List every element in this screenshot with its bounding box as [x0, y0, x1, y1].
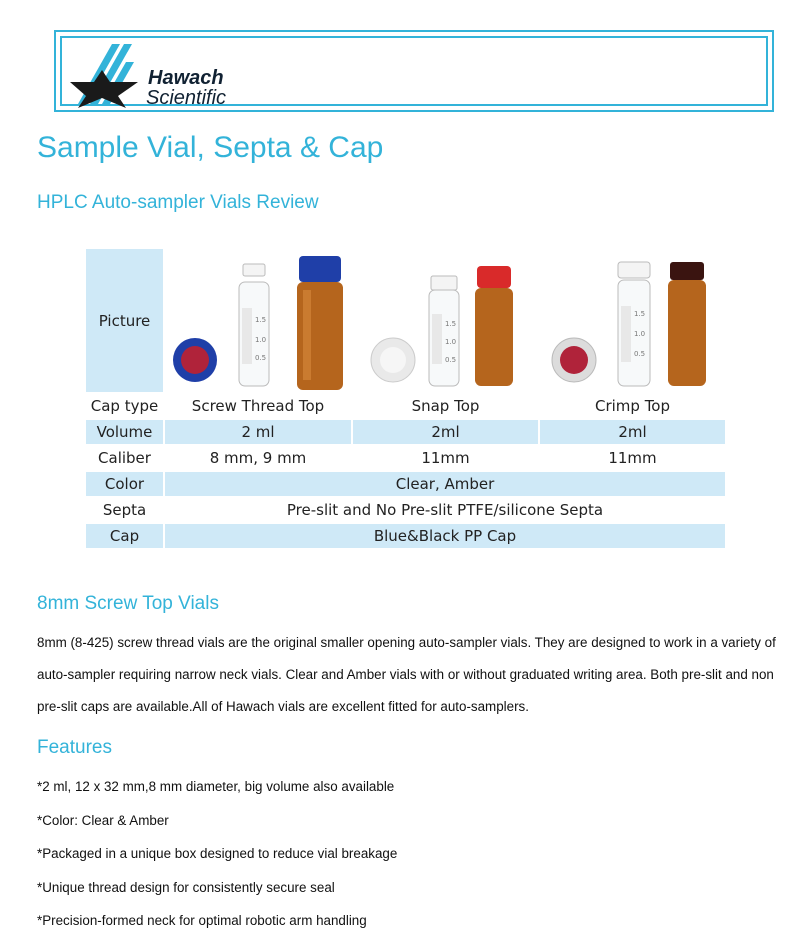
table-cell: 11mm	[352, 445, 539, 471]
table-row-caliber	[86, 445, 726, 471]
table-row-cap-type	[86, 393, 726, 419]
review-title: HPLC Auto-sampler Vials Review	[37, 192, 319, 213]
logo-name: Hawach	[148, 67, 224, 89]
table-cell-merged: Clear, Amber	[164, 471, 726, 497]
row-label: Septa	[86, 497, 164, 523]
feature-item: *Precision-formed neck for optimal robotic arm handling	[37, 913, 367, 928]
table-cell-merged: Blue&Black PP Cap	[164, 523, 726, 549]
row-label: Cap	[86, 523, 164, 549]
table-cell-merged: Pre-slit and No Pre-slit PTFE/silicone Septa	[164, 497, 726, 523]
header-inner-frame	[60, 36, 768, 109]
svg-text:1.5: 1.5	[255, 315, 267, 324]
row-label: Volume	[86, 419, 164, 445]
snap-top-vial-image	[352, 249, 539, 393]
section-title-8mm: 8mm Screw Top Vials	[37, 593, 219, 614]
vial-spec-table	[86, 249, 727, 550]
row-label: Color	[86, 471, 164, 497]
svg-text:0.5: 0.5	[445, 355, 457, 364]
table-row-color	[86, 471, 726, 497]
svg-text:1.0: 1.0	[634, 329, 646, 338]
svg-text:1.0: 1.0	[445, 337, 457, 346]
table-row-picture	[86, 249, 726, 393]
svg-text:0.5: 0.5	[634, 349, 646, 358]
table-cell: Screw Thread Top	[164, 393, 352, 419]
row-label-picture: Picture	[86, 249, 164, 393]
svg-text:1.0: 1.0	[255, 335, 267, 344]
feature-item: *Packaged in a unique box designed to reduce vial breakage	[37, 846, 398, 861]
header-banner	[54, 30, 774, 112]
page-title: Sample Vial, Septa & Cap	[37, 131, 384, 164]
crimp-top-vial-image	[539, 249, 726, 393]
svg-text:1.5: 1.5	[445, 319, 457, 328]
row-label: Cap type	[86, 393, 164, 419]
logo-subtitle: Scientific	[146, 87, 227, 109]
hawach-logo	[68, 42, 248, 108]
row-label: Caliber	[86, 445, 164, 471]
feature-item: *Unique thread design for consistently secure seal	[37, 880, 335, 895]
table-row-volume	[86, 419, 726, 445]
table-cell: 2ml	[352, 419, 539, 445]
svg-text:1.5: 1.5	[634, 309, 646, 318]
svg-text:0.5: 0.5	[255, 353, 267, 362]
table-cell: 2 ml	[164, 419, 352, 445]
section-body-8mm: 8mm (8-425) screw thread vials are the original smaller opening auto-sampler vials. They are designed to work in a variety of auto-sampler requiring narrow neck vials. Clear and Amber vials with or without graduated writing area. Both pre-slit and non pre-slit caps are available.All of Hawach vials are excellent fitted for auto-samplers.	[37, 635, 776, 714]
table-cell: Crimp Top	[539, 393, 726, 419]
table-row-septa	[86, 497, 726, 523]
screw-thread-vial-image	[164, 249, 352, 393]
table-row-cap	[86, 523, 726, 549]
feature-item: *2 ml, 12 x 32 mm,8 mm diameter, big volume also available	[37, 779, 395, 794]
feature-item: *Color: Clear & Amber	[37, 813, 169, 828]
table-cell: 8 mm, 9 mm	[164, 445, 352, 471]
table-cell: 11mm	[539, 445, 726, 471]
table-cell: Snap Top	[352, 393, 539, 419]
logo-mark-icon	[68, 42, 148, 108]
section-title-features: Features	[37, 737, 112, 758]
table-cell: 2ml	[539, 419, 726, 445]
